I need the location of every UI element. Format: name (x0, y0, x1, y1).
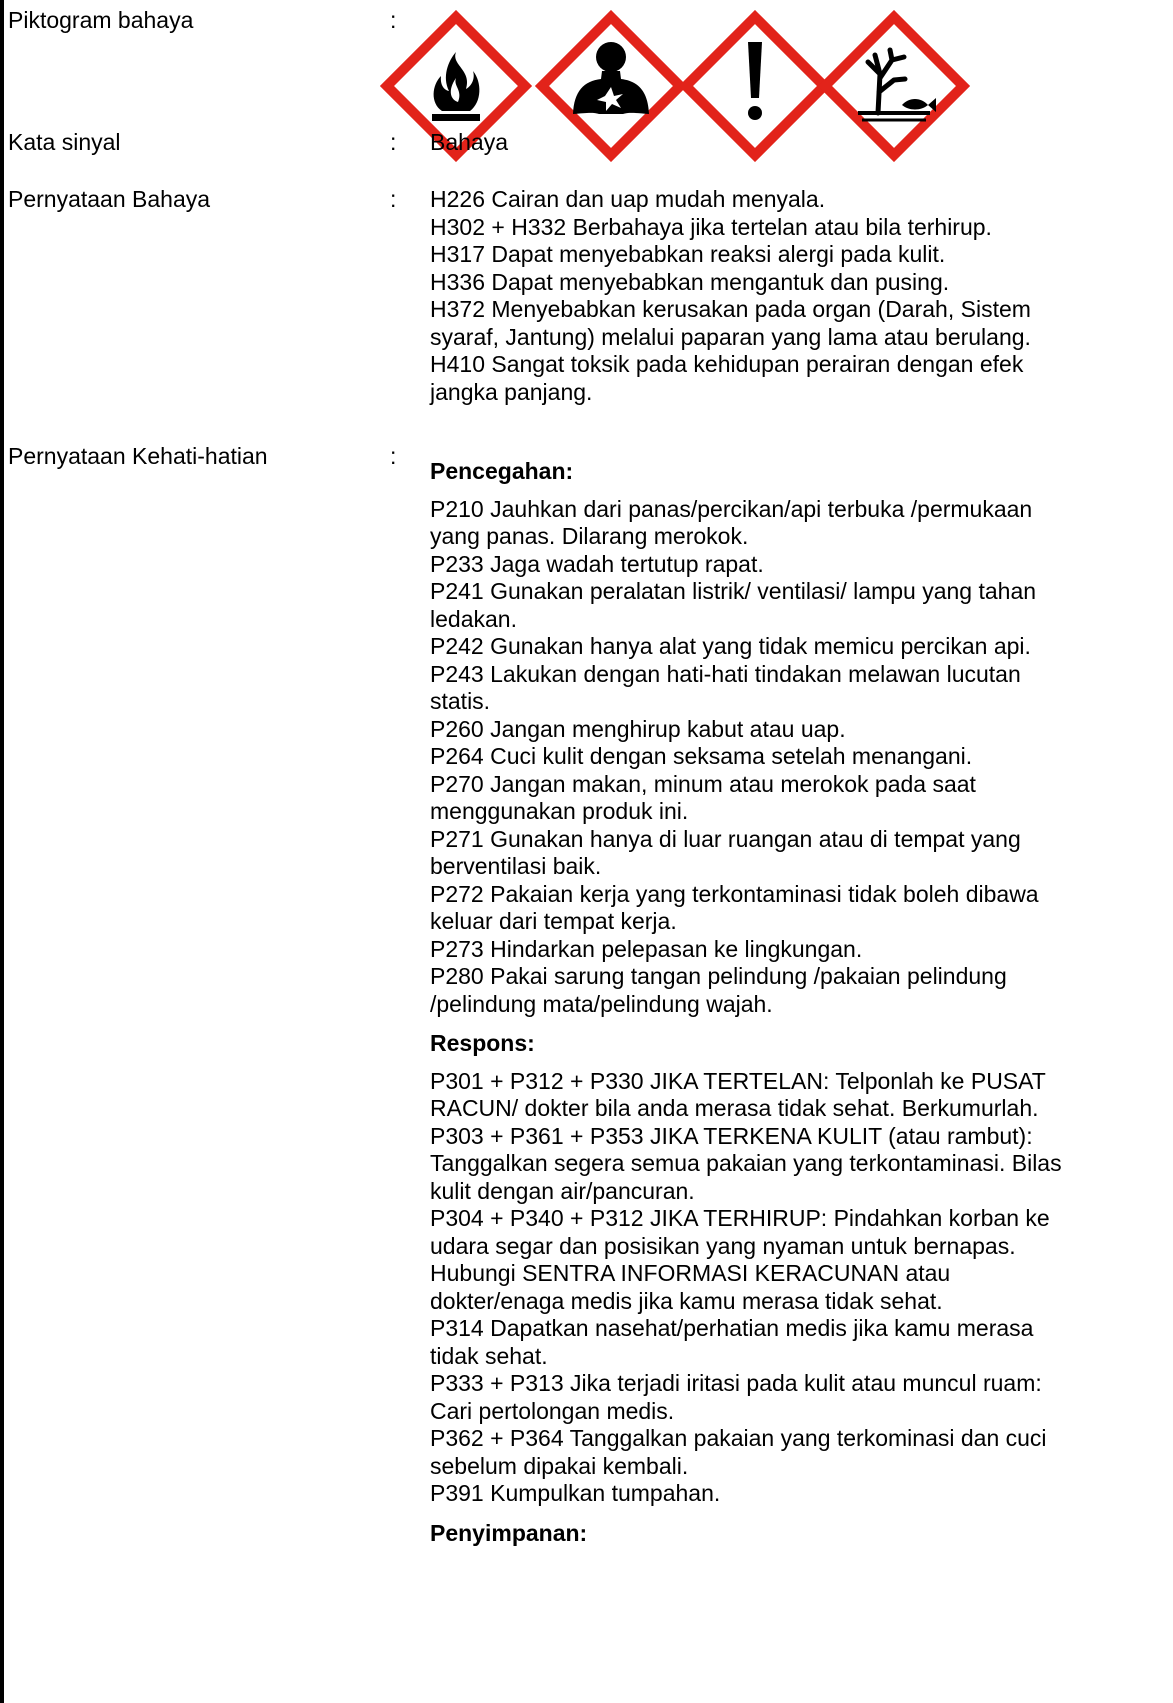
signal-word-value: Bahaya (430, 129, 509, 155)
prevention-heading: Pencegahan: (430, 458, 574, 484)
response-line: Hubungi SENTRA INFORMASI KERACUNAN atau (430, 1260, 951, 1286)
response-line: RACUN/ dokter bila anda merasa tidak sehat. Berkumurlah. (430, 1095, 1039, 1121)
prevention-line: keluar dari tempat kerja. (430, 908, 677, 934)
prevention-line: statis. (430, 688, 491, 714)
prevention-line: P210 Jauhkan dari panas/percikan/api terbuka /permukaan (430, 495, 1033, 522)
hazard-line: syaraf, Jantung) melalui paparan yang lama atau berulang. (430, 323, 1031, 350)
response-line: dokter/enaga medis jika kamu merasa tidak sehat. (430, 1287, 943, 1314)
precautionary-statements-label: Pernyataan Kehati-hatian (8, 443, 268, 469)
prevention-line: P280 Pakai sarung tangan pelindung /pakaian pelindung (430, 963, 1007, 989)
response-line: tidak sehat. (430, 1342, 548, 1369)
prevention-line: P273 Hindarkan pelepasan ke lingkungan. (430, 935, 863, 962)
hazard-line: H226 Cairan dan uap mudah menyala. (430, 186, 826, 212)
prevention-line: P233 Jaga wadah tertutup rapat. (430, 550, 764, 577)
prevention-line: P243 Lakukan dengan hati-hati tindakan melawan lucutan (430, 660, 1021, 687)
hazard-line: jangka panjang. (430, 378, 593, 405)
signal-word-colon: : (390, 129, 397, 155)
response-line: kulit dengan air/pancuran. (430, 1177, 695, 1204)
storage-heading: Penyimpanan: (430, 1519, 588, 1546)
response-line: udara segar dan posisikan yang nyaman untuk bernapas. (430, 1232, 1016, 1259)
response-line: P362 + P364 Tanggalkan pakaian yang terkominasi dan cuci (430, 1425, 1047, 1451)
hazard-line: H302 + H332 Berbahaya jika tertelan atau bila terhirup. (430, 213, 992, 240)
prevention-line: ledakan. (430, 605, 517, 632)
prevention-line: P264 Cuci kulit dengan seksama setelah menangani. (430, 743, 973, 769)
hazard-statements-colon: : (390, 186, 397, 212)
response-line: sebelum dipakai kembali. (430, 1452, 689, 1479)
hazard-line: H372 Menyebabkan kerusakan pada organ (Darah, Sistem (430, 296, 1031, 322)
signal-word-label: Kata sinyal (8, 129, 121, 155)
prevention-line: yang panas. Dilarang merokok. (430, 523, 749, 549)
response-line: P314 Dapatkan nasehat/perhatian medis jika kamu merasa (430, 1315, 1034, 1341)
prevention-line: P270 Jangan makan, minum atau merokok pada saat (430, 770, 976, 797)
hazard-line: H410 Sangat toksik pada kehidupan perairan dengan efek (430, 351, 1024, 377)
left-margin-bar (0, 0, 4, 1703)
prevention-line: menggunakan produk ini. (430, 798, 689, 824)
prevention-line: /pelindung mata/pelindung wajah. (430, 990, 773, 1017)
prevention-line: P242 Gunakan hanya alat yang tidak memicu percikan api. (430, 633, 1031, 659)
hazard-line: H336 Dapat menyebabkan mengantuk dan pusing. (430, 268, 950, 295)
hazard-line: H317 Dapat menyebabkan reaksi alergi pada kulit. (430, 241, 946, 267)
hazard-statements-label: Pernyataan Bahaya (8, 186, 211, 212)
pictogram-colon: : (390, 7, 397, 33)
response-line: P333 + P313 Jika terjadi iritasi pada kulit atau muncul ruam: (430, 1370, 1042, 1396)
response-line: P391 Kumpulkan tumpahan. (430, 1480, 721, 1506)
prevention-line: P271 Gunakan hanya di luar ruangan atau di tempat yang (430, 825, 1021, 852)
prevention-line: P260 Jangan menghirup kabut atau uap. (430, 715, 846, 742)
prevention-line: berventilasi baik. (430, 853, 602, 879)
hazard-statements (430, 186, 1170, 406)
response-heading: Respons: (430, 1030, 535, 1056)
prevention-line: P241 Gunakan peralatan listrik/ ventilasi/ lampu yang tahan (430, 578, 1037, 604)
response-line: Cari pertolongan medis. (430, 1397, 675, 1424)
response-line: P304 + P340 + P312 JIKA TERHIRUP: Pindahkan korban ke (430, 1205, 1050, 1231)
prevention-line: P272 Pakaian kerja yang terkontaminasi tidak boleh dibawa (430, 880, 1039, 907)
response-line: Tanggalkan segera semua pakaian yang terkontaminasi. Bilas (430, 1150, 1062, 1176)
response-line: P303 + P361 + P353 JIKA TERKENA KULIT (atau rambut): (430, 1122, 1033, 1149)
pictogram-label: Piktogram bahaya (8, 7, 194, 33)
precautionary-statements-colon: : (390, 443, 397, 469)
precautionary-statements (430, 458, 1170, 1547)
response-line: P301 + P312 + P330 JIKA TERTELAN: Telponlah ke PUSAT (430, 1067, 1046, 1094)
